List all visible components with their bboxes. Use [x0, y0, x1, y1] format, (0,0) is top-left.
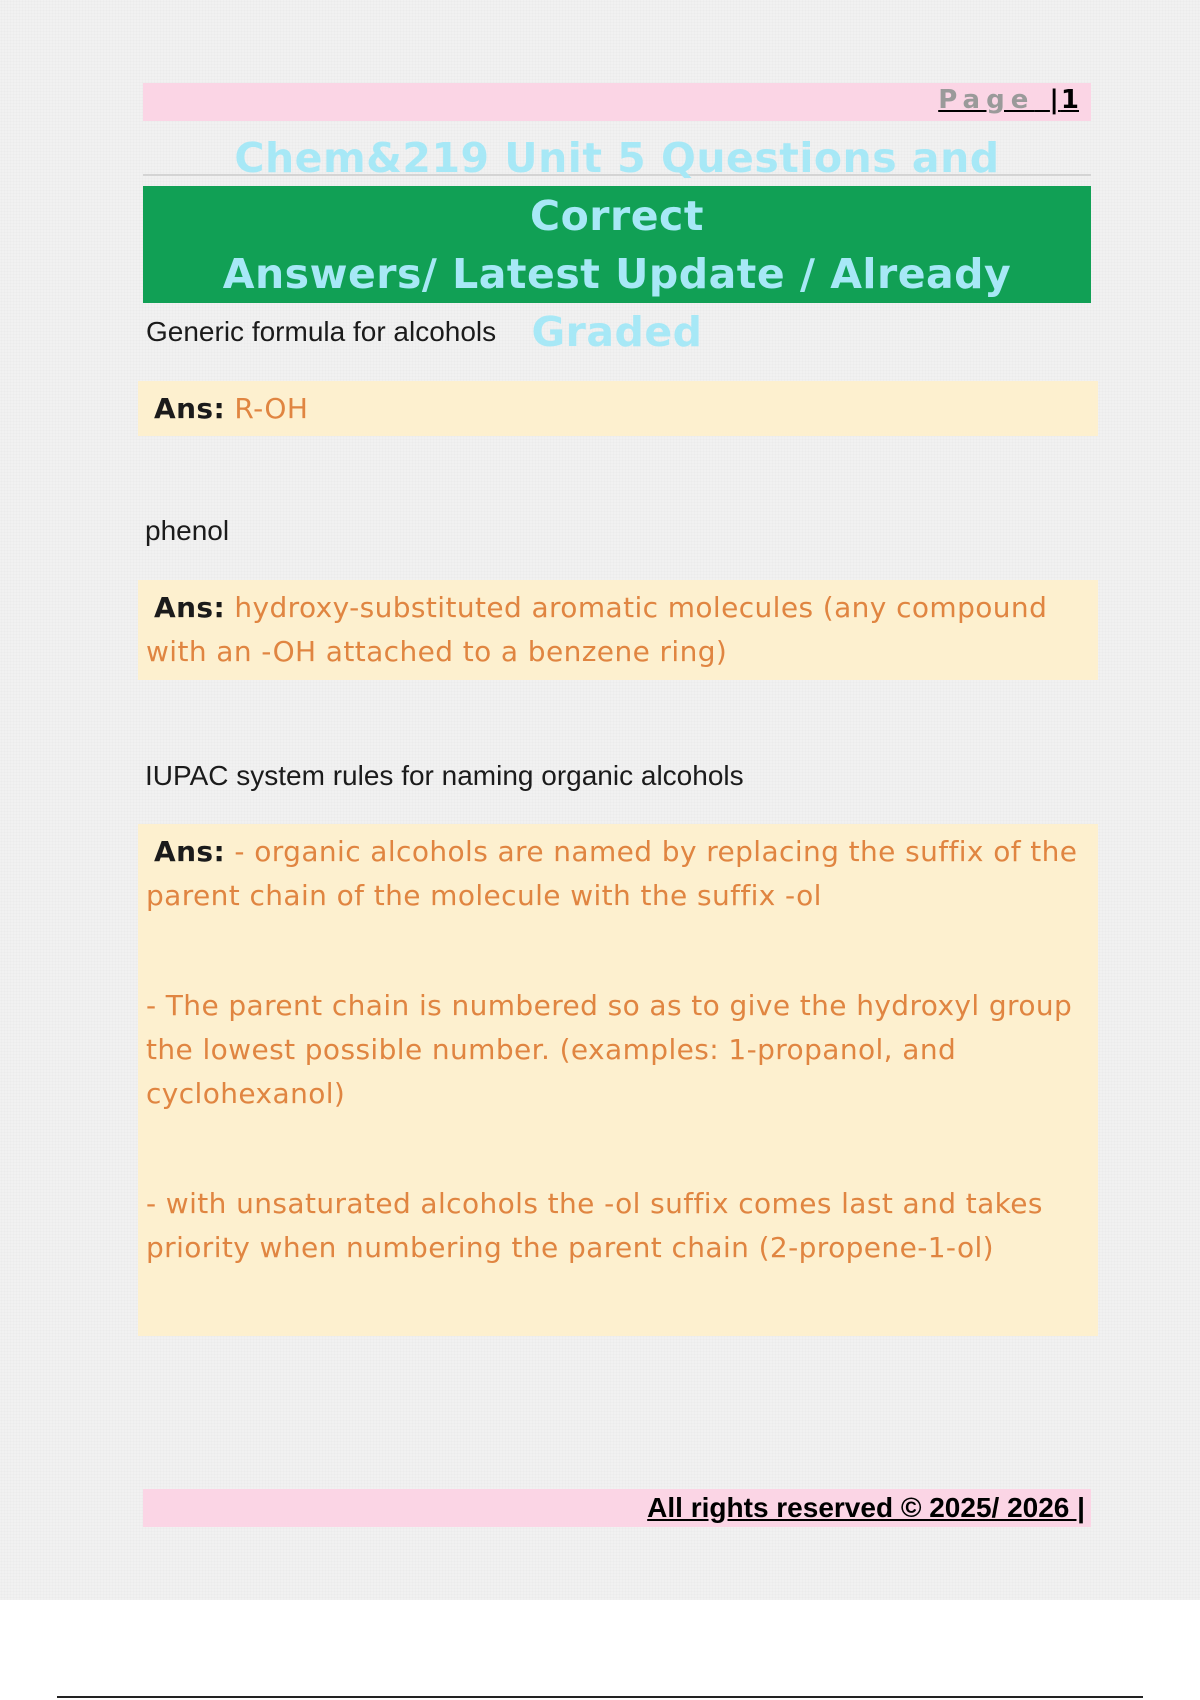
answer-3 — [138, 824, 1098, 1336]
page-header — [143, 83, 1091, 121]
page-footer — [143, 1489, 1091, 1527]
answer-1-paragraph-1 — [146, 387, 1090, 431]
paragraph-gap — [146, 1116, 1090, 1182]
bottom-divider — [57, 1696, 1143, 1698]
page-word: Page — [938, 85, 1035, 115]
answer-3-paragraph-3: - with unsaturated alcohols the -ol suffix comes last and takes priority when numbering the parent chain (2-propene-1-ol) — [146, 1187, 1043, 1264]
question-1: Generic formula for alcohols — [146, 316, 497, 347]
answer-1 — [138, 381, 1098, 436]
answer-label: Ans: — [154, 591, 226, 624]
answer-3-paragraph-1 — [146, 830, 1090, 918]
page-number: 1 — [1060, 85, 1079, 115]
title-line-2: Answers/ Latest Update / Already Graded — [222, 249, 1012, 356]
page-separator: | — [1049, 85, 1061, 115]
answer-3-text-1: - organic alcohols are named by replacing the suffix of the parent chain of the molecule with the suffix -ol — [146, 835, 1078, 912]
answer-2-text: hydroxy-substituted aromatic molecules (any compound with an -OH attached to a benzene ring) — [146, 591, 1048, 668]
copyright-notice: All rights reserved © 2025/ 2026 | — [647, 1492, 1085, 1523]
answer-label: Ans: — [154, 392, 226, 425]
question-3: IUPAC system rules for naming organic alcohols — [145, 760, 744, 791]
paragraph-gap — [146, 918, 1090, 984]
answer-2-paragraph-1 — [146, 586, 1090, 674]
question-2: phenol — [145, 515, 230, 546]
page-number-label — [938, 85, 1079, 115]
answer-1-text: R-OH — [234, 392, 309, 425]
answer-3-paragraph-2: - The parent chain is numbered so as to give the hydroxyl group the lowest possible number. (examples: 1-propanol, and cyclohexanol) — [146, 989, 1073, 1110]
answer-2 — [138, 580, 1098, 680]
title-line-1: Chem&219 Unit 5 Questions and Correct — [234, 133, 1000, 240]
answer-label: Ans: — [154, 835, 226, 868]
